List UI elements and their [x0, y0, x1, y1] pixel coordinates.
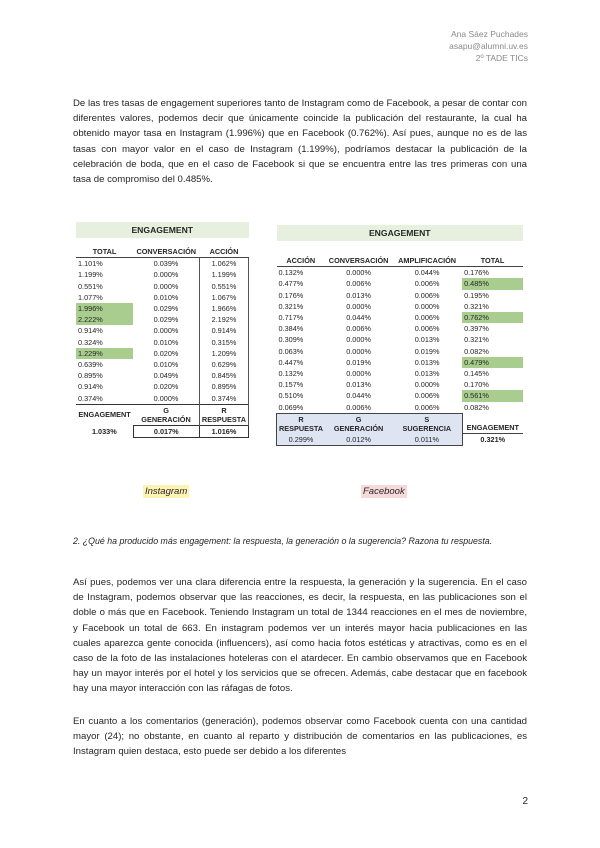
- facebook-cell: 0.132%: [278, 268, 304, 278]
- instagram-cell: 1.077%: [78, 292, 103, 302]
- instagram-table-row: [76, 381, 249, 392]
- facebook-cell: 0.006%: [414, 279, 440, 289]
- facebook-cell: 0.195%: [464, 290, 489, 300]
- instagram-cell: 0.039%: [153, 259, 179, 269]
- facebook-cell: 0.013%: [414, 357, 440, 367]
- facebook-cell: 0.176%: [278, 290, 304, 300]
- facebook-table-row: [277, 323, 524, 334]
- instagram-cell: 0.010%: [153, 360, 179, 370]
- facebook-cell: 0.157%: [278, 380, 304, 390]
- instagram-table-title: ENGAGEMENT: [76, 222, 249, 238]
- facebook-cell: 0.006%: [346, 279, 371, 289]
- facebook-cell: 0.309%: [278, 335, 304, 345]
- instagram-table-row: [76, 292, 249, 303]
- instagram-col-header: TOTAL: [76, 246, 133, 258]
- instagram-cell: 1.199%: [78, 270, 103, 280]
- instagram-summary-header: R RESPUESTA: [199, 404, 248, 425]
- instagram-col-header: CONVERSACIÓN: [133, 246, 199, 258]
- intro-paragraph: De las tres tasas de engagement superiores tanto de Instagram como de Facebook, a pesar de contar con diferentes valores, podemos decir que únicamente coincide la publicación del restaurante, la cual ha obtenido mayor tasa en Instagram (1.996%) que en Facebook (0.762%). Así pues, aunque no es de las tasas con mayor valor en el caso de Instagram (1.199%), podríamos destacar la publicación de la celebración de boda, que en el caso de Facebook si que se encuentra entre las tres primeras con una tasa de compromiso del 0.485%.: [73, 98, 527, 186]
- facebook-cell: 0.000%: [346, 335, 371, 345]
- instagram-cell: 0.845%: [199, 370, 248, 381]
- author-email: asapu@alumni.uv.es: [449, 41, 528, 51]
- facebook-table-row: [277, 301, 524, 312]
- facebook-summary-header: S SUGERENCIA: [392, 413, 462, 434]
- instagram-table-row: [76, 359, 249, 370]
- instagram-cell: 1.996%: [76, 303, 133, 314]
- facebook-cell: 0.397%: [464, 324, 489, 334]
- facebook-summary-header: G GENERACIÓN: [325, 413, 392, 434]
- instagram-table-row: [76, 303, 249, 314]
- instagram-summary-header: ENGAGEMENT: [76, 404, 133, 425]
- facebook-cell: 0.000%: [346, 346, 371, 356]
- facebook-cell: 0.006%: [346, 402, 371, 412]
- facebook-label: Facebook: [363, 486, 405, 497]
- instagram-table-row: [76, 337, 249, 348]
- facebook-cell: 0.717%: [278, 313, 304, 323]
- instagram-cell: 1.101%: [78, 259, 103, 269]
- facebook-table-row: [277, 290, 524, 301]
- instagram-cell: 0.639%: [78, 360, 103, 370]
- facebook-cell: 0.013%: [414, 335, 440, 345]
- facebook-col-header: AMPLIFICACIÓN: [392, 255, 462, 267]
- facebook-cell: 0.006%: [414, 391, 440, 401]
- facebook-table-row: [277, 278, 524, 289]
- instagram-table-row: [76, 269, 249, 280]
- author-course: 2º TADE TICs: [475, 53, 528, 63]
- facebook-cell: 0.321%: [278, 301, 304, 311]
- facebook-cell: 0.044%: [346, 391, 371, 401]
- facebook-cell: 0.485%: [462, 278, 523, 289]
- instagram-cell: 0.000%: [153, 270, 179, 280]
- page-number: 2: [522, 796, 528, 807]
- facebook-col-header: TOTAL: [462, 255, 523, 267]
- instagram-table-row: [76, 325, 249, 336]
- facebook-table-row: [277, 379, 524, 390]
- facebook-cell: 0.006%: [414, 402, 440, 412]
- instagram-table-row: [76, 314, 249, 325]
- facebook-cell: 0.013%: [346, 380, 371, 390]
- facebook-cell: 0.006%: [414, 313, 440, 323]
- facebook-table-row: [277, 346, 524, 357]
- instagram-cell: 0.914%: [78, 326, 103, 336]
- facebook-cell: 0.176%: [464, 268, 489, 278]
- author-name: Ana Sáez Puchades: [450, 29, 528, 39]
- facebook-cell: 0.762%: [462, 312, 523, 323]
- instagram-cell: 0.374%: [78, 393, 103, 403]
- instagram-table-row: [76, 258, 249, 270]
- instagram-cell: 0.029%: [153, 315, 179, 325]
- instagram-cell: 2.222%: [76, 314, 133, 325]
- facebook-cell: 0.013%: [346, 290, 371, 300]
- facebook-table-row: [277, 357, 524, 368]
- facebook-cell: 0.447%: [278, 357, 304, 367]
- instagram-table-row: [76, 281, 249, 292]
- instagram-cell: 1.966%: [199, 303, 248, 314]
- instagram-cell: 0.629%: [199, 359, 248, 370]
- instagram-cell: 1.209%: [199, 348, 248, 359]
- facebook-summary-header: R RESPUESTA: [277, 413, 326, 434]
- instagram-cell: 0.010%: [153, 292, 179, 302]
- facebook-table-row: [277, 402, 524, 414]
- facebook-cell: 0.044%: [414, 268, 440, 278]
- facebook-table-row: [277, 368, 524, 379]
- instagram-cell: 1.067%: [199, 292, 248, 303]
- facebook-table-row: [277, 267, 524, 279]
- instagram-cell: 0.324%: [78, 337, 103, 347]
- facebook-cell: 0.132%: [278, 369, 304, 379]
- facebook-col-header: ACCIÓN: [277, 255, 326, 267]
- instagram-cell: 0.020%: [153, 348, 179, 358]
- facebook-cell: 0.006%: [414, 290, 440, 300]
- instagram-table-row: [76, 370, 249, 381]
- facebook-cell: 0.082%: [464, 402, 489, 412]
- facebook-cell: 0.000%: [346, 301, 371, 311]
- instagram-summary-value: 1.033%: [91, 426, 117, 436]
- facebook-cell: 0.082%: [464, 346, 489, 356]
- instagram-cell: 0.914%: [78, 382, 103, 392]
- instagram-cell: 0.020%: [153, 382, 179, 392]
- facebook-table-row: [277, 312, 524, 323]
- facebook-cell: 0.000%: [346, 268, 371, 278]
- instagram-cell: 0.000%: [153, 281, 179, 291]
- facebook-summary-value: 0.299%: [277, 434, 326, 446]
- answer-paragraph-1: Así pues, podemos ver una clara diferencia entre la respuesta, la generación y la sugerencia. En el caso de Instagram, podemos observar que las reacciones, es decir, la respuesta, en las publicaciones son el doble o más que en Facebook. Teniendo Instagram un total de 1344 reacciones en el mes de noviembre, y Facebook un total de 663. En instagram podemos ver un interés mayor hacia publicaciones en las cuales aparezca gente conocida (influencers), así como hacia fotos estéticas y atractivas, como es en el caso de la foto de las instalaciones hoteleras con el atardecer. En cambio observamos que en Facebook hay un mayor interés por el hotel y los servicios que se ofrecen. Además, cabe destacar que en facebook hay una mayor interacción con las ráfagas de fotos.: [73, 577, 527, 695]
- facebook-cell: 0.006%: [414, 324, 440, 334]
- instagram-summary-header: G GENERACIÓN: [133, 404, 199, 425]
- facebook-cell: 0.000%: [414, 301, 440, 311]
- instagram-label: Instagram: [145, 486, 188, 497]
- instagram-cell: 1.229%: [76, 348, 133, 359]
- instagram-cell: 0.551%: [78, 281, 103, 291]
- facebook-table-row: [277, 334, 524, 345]
- facebook-cell: 0.321%: [464, 301, 489, 311]
- instagram-table-row: [76, 393, 249, 405]
- instagram-engagement-table: [76, 222, 249, 438]
- facebook-table-title: ENGAGEMENT: [277, 225, 524, 241]
- instagram-cell: 0.010%: [153, 337, 179, 347]
- instagram-cell: 0.029%: [153, 304, 179, 314]
- facebook-engagement-table: [276, 225, 523, 446]
- facebook-cell: 0.321%: [464, 335, 489, 345]
- facebook-cell: 0.384%: [278, 324, 304, 334]
- instagram-cell: 0.374%: [199, 393, 248, 405]
- facebook-cell: 0.000%: [346, 369, 371, 379]
- facebook-summary-value: 0.011%: [392, 434, 462, 446]
- facebook-summary-value: 0.012%: [325, 434, 392, 446]
- document-header: [449, 28, 528, 64]
- facebook-cell: 0.044%: [346, 313, 371, 323]
- facebook-cell: 0.561%: [462, 390, 523, 401]
- instagram-cell: 0.914%: [199, 325, 248, 336]
- instagram-summary-value: 1.016%: [199, 425, 248, 437]
- facebook-cell: 0.006%: [346, 324, 371, 334]
- instagram-cell: 0.000%: [153, 393, 179, 403]
- instagram-cell: 2.192%: [199, 314, 248, 325]
- facebook-cell: 0.170%: [464, 380, 489, 390]
- facebook-cell: 0.069%: [278, 402, 304, 412]
- facebook-cell: 0.145%: [464, 369, 489, 379]
- instagram-cell: 0.315%: [199, 337, 248, 348]
- instagram-cell: 0.000%: [153, 326, 179, 336]
- instagram-cell: 0.049%: [153, 371, 179, 381]
- instagram-cell: 0.551%: [199, 281, 248, 292]
- facebook-cell: 0.013%: [414, 369, 440, 379]
- facebook-cell: 0.000%: [414, 380, 440, 390]
- facebook-cell: 0.479%: [462, 357, 523, 368]
- facebook-cell: 0.510%: [278, 391, 304, 401]
- instagram-table-row: [76, 348, 249, 359]
- instagram-cell: 1.199%: [199, 269, 248, 280]
- facebook-table-row: [277, 390, 524, 401]
- question-2: 2. ¿Qué ha producido más engagement: la respuesta, la generación o la sugerencia? Razona tu respuesta.: [73, 536, 493, 546]
- instagram-cell: 0.895%: [78, 371, 103, 381]
- instagram-cell: 1.062%: [199, 258, 248, 270]
- facebook-cell: 0.063%: [278, 346, 304, 356]
- instagram-summary-value: 0.017%: [133, 425, 199, 437]
- facebook-summary-value: 0.321%: [462, 434, 523, 446]
- instagram-col-header: ACCIÓN: [199, 246, 248, 258]
- facebook-cell: 0.019%: [346, 357, 371, 367]
- facebook-cell: 0.477%: [278, 279, 304, 289]
- facebook-cell: 0.019%: [414, 346, 440, 356]
- answer-paragraph-2: En cuanto a los comentarios (generación), podemos observar como Facebook cuenta con una cantidad mayor (24); no obstante, en cuanto al reparto y distribución de comentarios en las publicaciones, es Instagram quien destaca, esto puede ser debido a los diferentes: [73, 716, 527, 758]
- facebook-col-header: CONVERSACIÓN: [325, 255, 392, 267]
- facebook-summary-header: ENGAGEMENT: [462, 413, 523, 434]
- instagram-cell: 0.895%: [199, 381, 248, 392]
